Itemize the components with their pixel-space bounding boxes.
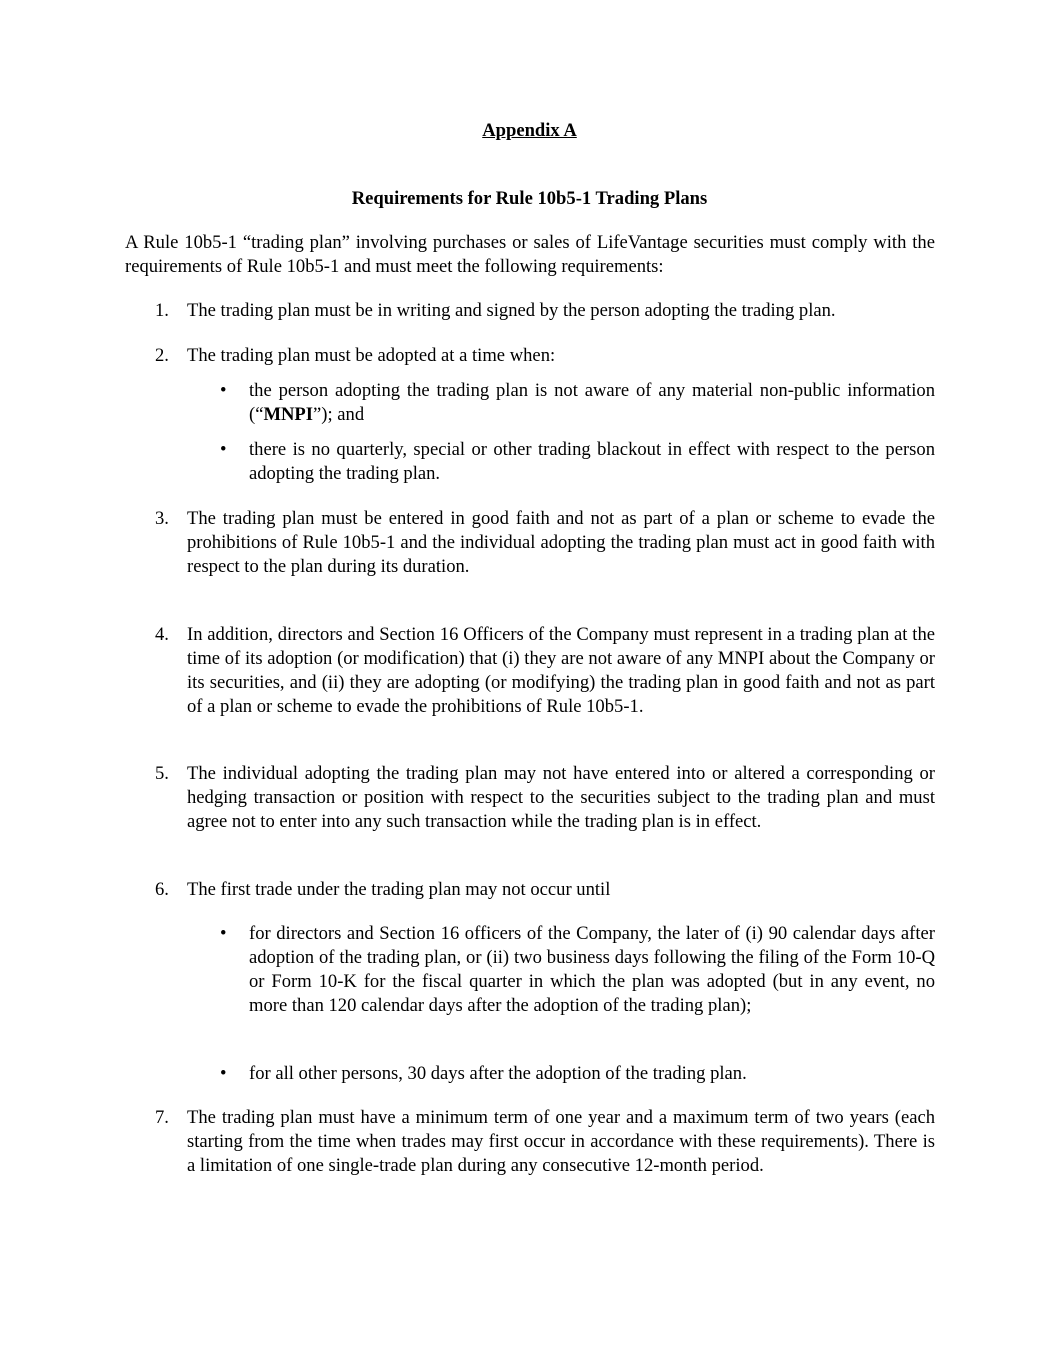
item-text: The individual adopting the trading plan may not have entered into or altered a corresponding or hedging transaction or position with respect to the securities subject to the trading plan and must agree not to enter into any such transaction while the trading plan is in effect. xyxy=(187,763,935,832)
list-item xyxy=(125,507,935,579)
bullet-text: there is no quarterly, special or other trading blackout in effect with respect to the person adopting the trading plan. xyxy=(249,439,935,484)
list-item xyxy=(125,299,935,323)
bullet-text: for all other persons, 30 days after the adoption of the trading plan. xyxy=(249,1063,747,1084)
bullet-item xyxy=(125,1062,935,1086)
list-item xyxy=(125,623,935,719)
item-number: 6. xyxy=(155,879,169,900)
item-number: 1. xyxy=(155,300,169,321)
item-text: The first trade under the trading plan may not occur until xyxy=(187,879,611,900)
list-item xyxy=(125,762,935,834)
bullet-icon: • xyxy=(220,923,227,944)
bullet-icon: • xyxy=(220,1063,227,1084)
item-number: 7. xyxy=(155,1107,169,1128)
mnpi-term: MNPI xyxy=(263,404,314,425)
item-text: In addition, directors and Section 16 Officers of the Company must represent in a trading plan at the time of its adoption (or modification) that (i) they are not aware of any MNPI about the Company or its securities, and (ii) they are adopting (or modifying) the trading plan in good faith and not as part of a plan or scheme to evade the prohibitions of Rule 10b5-1. xyxy=(187,624,935,717)
item-text: The trading plan must be adopted at a time when: xyxy=(187,345,556,366)
list-item xyxy=(125,1106,935,1178)
item-number: 3. xyxy=(155,508,169,529)
item-number: 2. xyxy=(155,345,169,366)
bullet-item xyxy=(125,922,935,1018)
bullet-text: for directors and Section 16 officers of the Company, the later of (i) 90 calendar days after adoption of the trading plan, or (ii) two business days following the filing of the Form 10-Q or Form 10-K for the fiscal quarter in which the plan was adopted (but in any event, no more than 120 calendar days after the adoption of the trading plan); xyxy=(249,923,935,1016)
bullet-icon: • xyxy=(220,380,227,401)
bullet-text: the person adopting the trading plan is not aware of any material non-public information (“MNPI”); and xyxy=(249,380,935,425)
intro-paragraph: A Rule 10b5-1 “trading plan” involving purchases or sales of LifeVantage securities must comply with the requirements of Rule 10b5-1 and must meet the following requirements: xyxy=(125,232,935,277)
appendix-title: Appendix A xyxy=(482,120,577,141)
bullet-icon: • xyxy=(220,439,227,460)
list-item xyxy=(125,344,935,368)
item-text: The trading plan must be entered in good faith and not as part of a plan or scheme to evade the prohibitions of Rule 10b5-1 and the individual adopting the trading plan must act in good faith with respect to the plan during its duration. xyxy=(187,508,935,577)
item-number: 5. xyxy=(155,763,169,784)
list-item xyxy=(125,878,935,902)
item-text: The trading plan must have a minimum term of one year and a maximum term of two years (each starting from the time when trades may first occur in accordance with these requirements). There is a limitation of one single-trade plan during any consecutive 12-month period. xyxy=(187,1107,935,1176)
section-heading: Requirements for Rule 10b5-1 Trading Plans xyxy=(351,188,708,209)
bullet-item xyxy=(125,379,935,427)
item-text: The trading plan must be in writing and signed by the person adopting the trading plan. xyxy=(187,300,836,321)
item-number: 4. xyxy=(155,624,169,645)
bullet-item xyxy=(125,438,935,486)
